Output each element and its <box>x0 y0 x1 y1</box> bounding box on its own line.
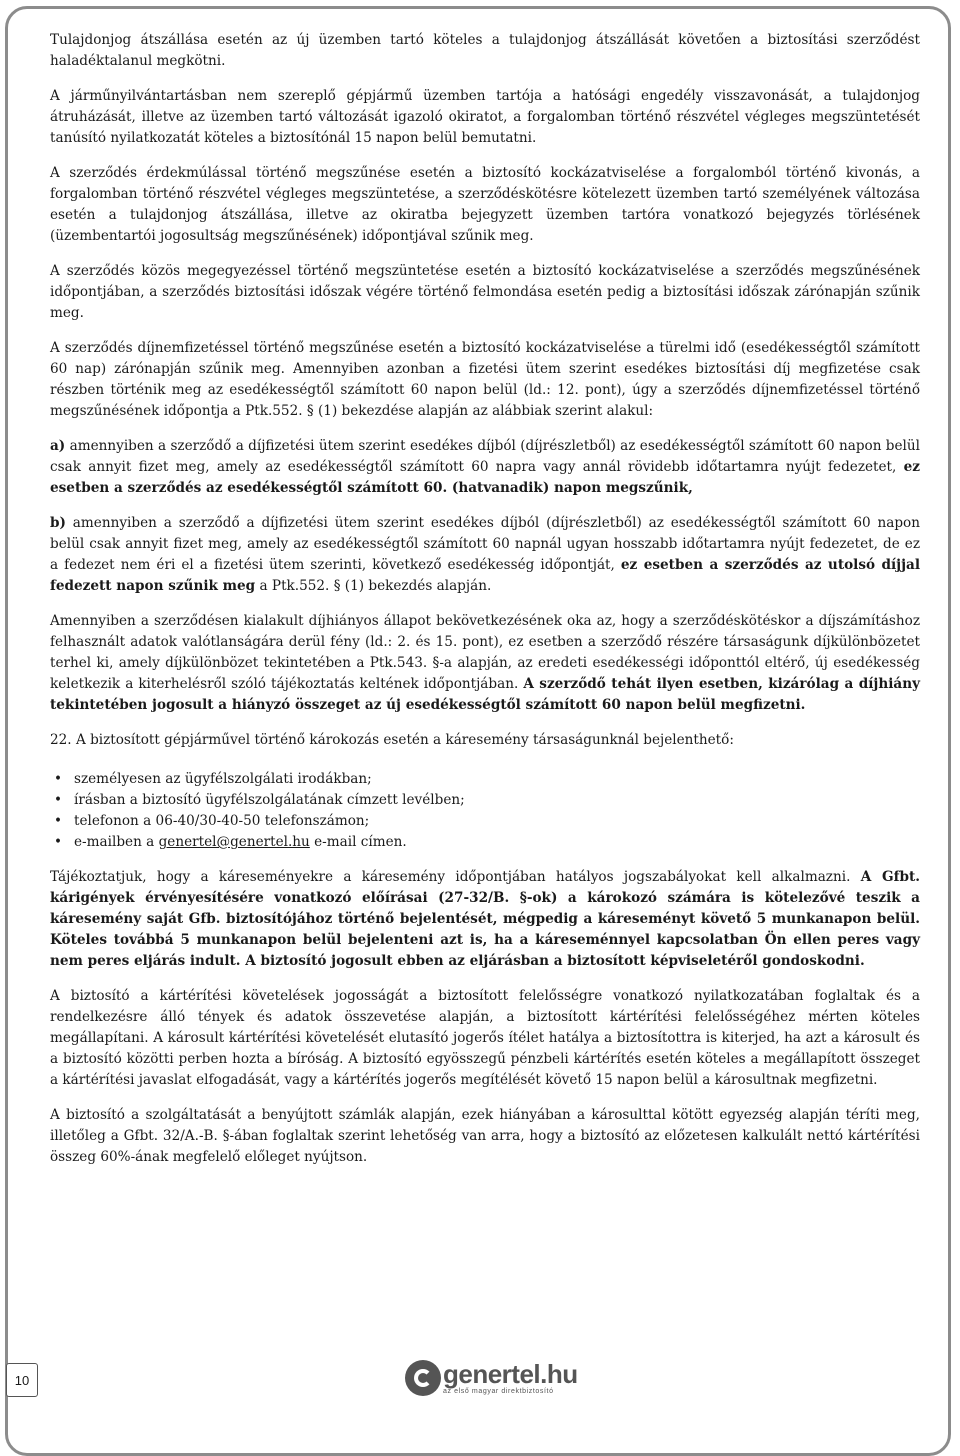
paragraph-legal-notice <box>50 867 920 972</box>
paragraph-mutual-agreement: A szerződés közös megegyezéssel történő megszüntetése esetén a biztosító kockázatviselése a szerződés megszűnésének időpontjában, a szerződés biztosítási időszak végére történő felmondása esetén pedig a biztosítási időszak zárónapján szűnik meg. <box>50 263 920 321</box>
list-item: • személyesen az ügyfélszolgálati irodákban; <box>50 769 920 790</box>
paragraph-interest-loss: A szerződés érdekmúlással történő megszűnése esetén a biztosító kockázatviselése a forgalomból történő kivonás, a forgalomban történő részvétel végleges megszüntetése, a szerződéskötésre kötelezett üzemben tartó személyének változása esetén a tulajdonjog átszállása, illetve az okiratba bejegyzett üzemben tartóra vonatkozó bejegyzés törlésének (üzembentartói jogosultság megszűnésének) időpontjával szűnik meg. <box>50 165 920 244</box>
case-a-text: amennyiben a szerződő a díjfizetési ütem szerint esedékes díjból (díjrészletből) az esedékességtől számított 60 napon belül csak annyit fizet meg, amely az esedékességtől számított 60 napra vagy annál rövidebb időtartamra nyújt fedezetet, <box>50 438 920 475</box>
paragraph-case-a <box>50 436 920 499</box>
paragraph-claim-assessment: A biztosító a kártérítési követelések jogosságát a biztosított felelősségre vonatkozó nyilatkozatában foglaltak és a rendelkezésre álló tények és adatok összevetése alapján, a biztosított kártérítési felelősségéhez mérten köteles megállapítani. A károsult kártérítési követelését elutasító jogerős ítélet hatálya a biztosítottra is kiterjed, ha azt a károsult és a biztosító közötti perben hozta a bíróság. A biztosító egyösszegű pénzbeli kártérítés esetén köteles a megállapított összeget a kártérítési javaslat elfogadását, vagy a kártérítés jogerős megítélését követő 15 napon belül a károsultnak megfizetni. <box>50 988 920 1088</box>
logo-name: genertel.hu <box>443 1359 578 1389</box>
paragraph-premium-difference <box>50 611 920 716</box>
case-b-bold: ez esetben a szerződés az utolsó díjjal fedezett napon szűnik meg <box>50 557 920 594</box>
list-item: • írásban a biztosító ügyfélszolgálatának címzett levélben; <box>50 790 920 811</box>
genertel-logo <box>405 1360 578 1396</box>
paragraph-nonpayment: A szerződés díjnemfizetéssel történő megszűnése esetén a biztosító kockázatviselése a türelmi idő (esedékességtől számított 60 nap) zárónapján szűnik meg. Amennyiben azonban a fizetési ütem szerint esedékes biztosítási díj megfizetése csak részben történik meg az esedékességtől számított 60 napon belül (ld.: 12. pont), úgy a szerződés díjnemfizetéssel történő megszűnésének időpontja a Ptk.552. § (1) bekezdése alapján az alábbiak szerint alakul: <box>50 340 920 419</box>
paragraph-claim-reporting: 22. A biztosított gépjárművel történő károkozás esetén a káresemény társaságunknál bejelenthető: <box>50 732 734 748</box>
list-item: • telefonon a 06-40/30-40-50 telefonszámon; <box>50 811 920 832</box>
paragraph-ownership-transfer: Tulajdonjog átszállása esetén az új üzemben tartó köteles a tulajdonjog átszállását követően a biztosítási szerződést haladéktalanul megkötni. <box>50 32 920 69</box>
case-b-tail: a Ptk.552. § (1) bekezdés alapján. <box>255 578 492 594</box>
logo-tagline: az első magyar direktbiztosító <box>443 1388 554 1395</box>
case-a-label: a) <box>50 438 66 454</box>
legal-notice-text: Tájékoztatjuk, hogy a káreseményekre a káresemény időpontjában hatályos jogszabályokat kell alkalmazni. <box>50 869 861 885</box>
email-suffix: e-mail címen. <box>309 834 407 850</box>
email-link[interactable]: genertel@genertel.hu <box>158 834 310 850</box>
case-b-label: b) <box>50 515 66 531</box>
genertel-logo-icon <box>405 1360 441 1396</box>
email-prefix: e-mailben a <box>74 834 159 850</box>
paragraph-service-payment: A biztosító a szolgáltatását a benyújtott számlák alapján, ezek hiányában a károsulttal kötött egyezség alapján téríti meg, illetőleg a Gfbt. 32/A.-B. §-ában foglaltak szerint lehetőség van arra, hogy a biztosító az előzetesen kalkulált nettó kártérítési összeg 60%-ának megfelelő előleget nyújtson. <box>50 1107 920 1165</box>
case-a-bold: ez esetben a szerződés az esedékességtől számított 60. (hatvanadik) napon megszűnik, <box>50 459 920 496</box>
page-number: 10 <box>6 1363 38 1397</box>
claim-channel-list <box>50 769 920 853</box>
document-body <box>50 30 920 1182</box>
paragraph-unregistered-vehicle: A járműnyilvántartásban nem szereplő gépjármű üzemben tartója a hatósági engedély visszavonását, a tulajdonjog átruházását, illetve az üzemben tartó változását igazoló okiratot, a forgalomban történő részvétel végleges megszüntetését tanúsító nyilatkozatát köteles a biztosítónál 15 napon belül bemutatni. <box>50 88 920 146</box>
list-item <box>50 832 920 853</box>
premium-difference-text: Amennyiben a szerződésen kialakult díjhiányos állapot bekövetkezésének oka az, hogy a szerződéskötéskor a díjszámításhoz felhasznált adatok valótlanságára derül fény (ld.: 2. és 15. pont), ez esetben a szerződő részére társaságunk díjkülönbözetet terhel ki, amely díjkülönbözet tekintetében a Ptk.543. §-a alapján, az eredeti esedékességi időponttól eltérő, új esedékesség keletkezik a kiterhelésről szóló tájékoztatás keltének időpontjában. <box>50 613 920 692</box>
case-b-text: amennyiben a szerződő a díjfizetési ütem szerint esedékes díjból (díjrészletből) az esedékességtől számított 60 napon belül csak annyit fizet meg, amely az esedékességtől számított 60 napnál ugyan hosszabb időtartamra nyújt fedezetet, de ez a fedezet nem éri el a fizetési ütem szerinti, következő esedékesség időpontját, <box>50 515 920 573</box>
legal-notice-bold: A Gfbt. kárigények érvényesítésére vonatkozó előírásai (27-32/B. §-ok) a károkozó számára is kötelezővé teszik a káresemény saját Gfb. biztosítójához történő bejelentését, mégpedig a káreseményt követő 5 munkanapon belül. Köteles továbbá 5 munkanapon belül bejelenteni azt is, ha a káreseménnyel kapcsolatban Ön ellen peres vagy nem peres eljárás indult. A biztosító jogosult ebben az eljárásban a biztosított képviseletéről gondoskodni. <box>50 869 920 969</box>
paragraph-case-b <box>50 513 920 597</box>
premium-difference-bold: A szerződő tehát ilyen esetben, kizárólag a díjhiány tekintetében jogosult a hiányzó összeget az új esedékességtől számított 60 napon belül megfizetni. <box>50 676 920 713</box>
